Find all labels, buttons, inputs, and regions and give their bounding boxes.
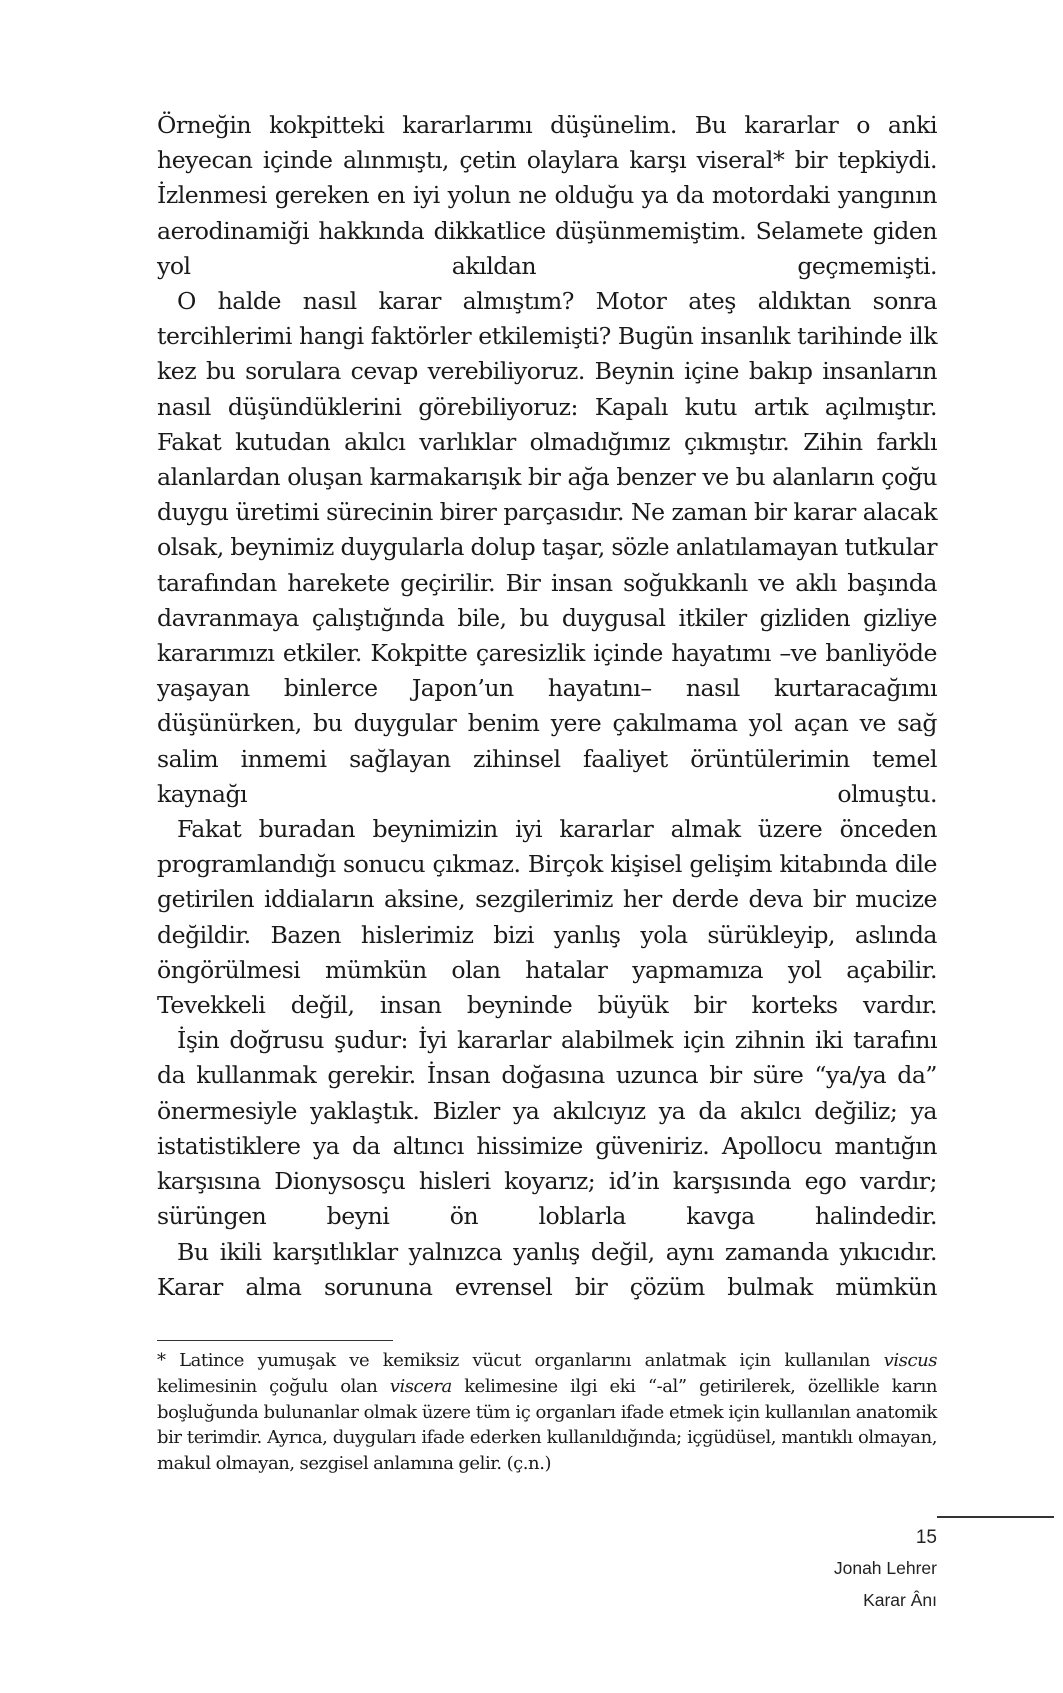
paragraph-2: O halde nasıl karar almıştım? Motor ateş aldıktan sonra tercihlerimi hangi faktörler etkilemişti? Bugün insanlık tarihinde ilk kez bu sorulara cevap verebiliyoruz. Beynin içine bakıp insanların nasıl düşündüklerini görebiliyoruz: Kapalı kutu artık açılmıştır. Fakat kutudan akılcı varlıklar olmadığımız çıkmıştır. Zihin farklı alanlardan oluşan karmakarışık bir ağa benzer ve bu alanların çoğu duygu üretimi sürecinin birer parçasıdır. Ne zaman bir karar alacak olsak, beynimiz duygularla dolup taşar, sözle anlatılamayan tutkular tarafından harekete geçirilir. Bir insan soğukkanlı ve aklı başında davranmaya çalıştığında bile, bu duygusal itkiler gizliden gizliye kararımızı etkiler. Kokpitte çaresizlik içinde hayatımı –ve banliyöde yaşayan binlerce Japon’un hayatını– nasıl kurtaracağımı düşünürken, bu duygular benim yere çakılmama yol açan ve sağ salim inmemi sağlayan zihinsel faaliyet örüntülerimin temel kaynağı olmuştu. [157,287,937,808]
running-footer-title: Karar Ânı [863,1590,937,1610]
footnote-divider [157,1340,393,1341]
page-number: 15 [915,1527,937,1548]
running-footer-author: Jonah Lehrer [833,1558,937,1578]
footnote [157,1348,937,1477]
footnote-term-viscus: viscus [883,1350,937,1371]
paragraph-5: Bu ikili karşıtlıklar yalnızca yanlış değil, aynı zamanda yıkıcıdır. Karar alma sorununa evrensel bir çözüm bulmak mümkün [157,1237,937,1301]
paragraph-4: İşin doğrusu şudur: İyi kararlar alabilmek için zihnin iki tarafını da kullanmak gerekir. İnsan doğasına uzunca bir süre “ya/ya da” önermesiyle yaklaştık. Bizler ya akılcıyız ya da akılcı değiliz; ya istatistiklere ya da altıncı hissimize güveniriz. Apollocu mantığın karşısına Dionysosçu hisleri koyarız; id’in karşısında ego vardır; sürüngen beyni ön loblarla kavga halindedir. [157,1026,937,1231]
paragraph-1: Örneğin kokpitteki kararlarımı düşünelim. Bu kararlar o anki heyecan içinde alınmıştı, çetin olaylara karşı viseral* bir tepkiydi. İzlenmesi gereken en iyi yolun ne olduğu ya da motordaki yangının aerodinamiği hakkında dikkatlice düşünmemiştim. Selamete giden yol akıldan geçmemişti. [157,111,937,280]
body-text [157,108,937,1305]
paragraph-3: Fakat buradan beynimizin iyi kararlar almak üzere önceden programlandığı sonucu çıkmaz. Birçok kişisel gelişim kitabında dile getirilen iddiaların aksine, sezgilerimiz her derde deva bir mucize değildir. Bazen hislerimiz bizi yanlış yola sürükleyip, aslında öngörülmesi mümkün olan hatalar yapmamıza yol açabilir. Tevekkeli değil, insan beyninde büyük bir korteks vardır. [157,815,937,1020]
footnote-term-viscera: viscera [389,1375,452,1397]
footnote-text-2: kelimesinin çoğulu olan [157,1375,390,1397]
footnote-text-3: kelimesine ilgi eki “-al” getirilerek, özellikle karın boşluğunda bulunanlar olmak üzere tüm iç organları ifade etmek için kullanılan anatomik bir terimdir. Ayrıca, duyguları ifade ederken kullanıldığında; içgüdüsel, mantıklı olmayan, makul olmayan, sezgisel anlamına gelir. (ç.n.) [157,1375,937,1475]
footnote-text-1: * Latince yumuşak ve kemiksiz vücut organlarını anlatmak için kullanılan [157,1350,884,1371]
folio-divider [937,1516,1054,1518]
